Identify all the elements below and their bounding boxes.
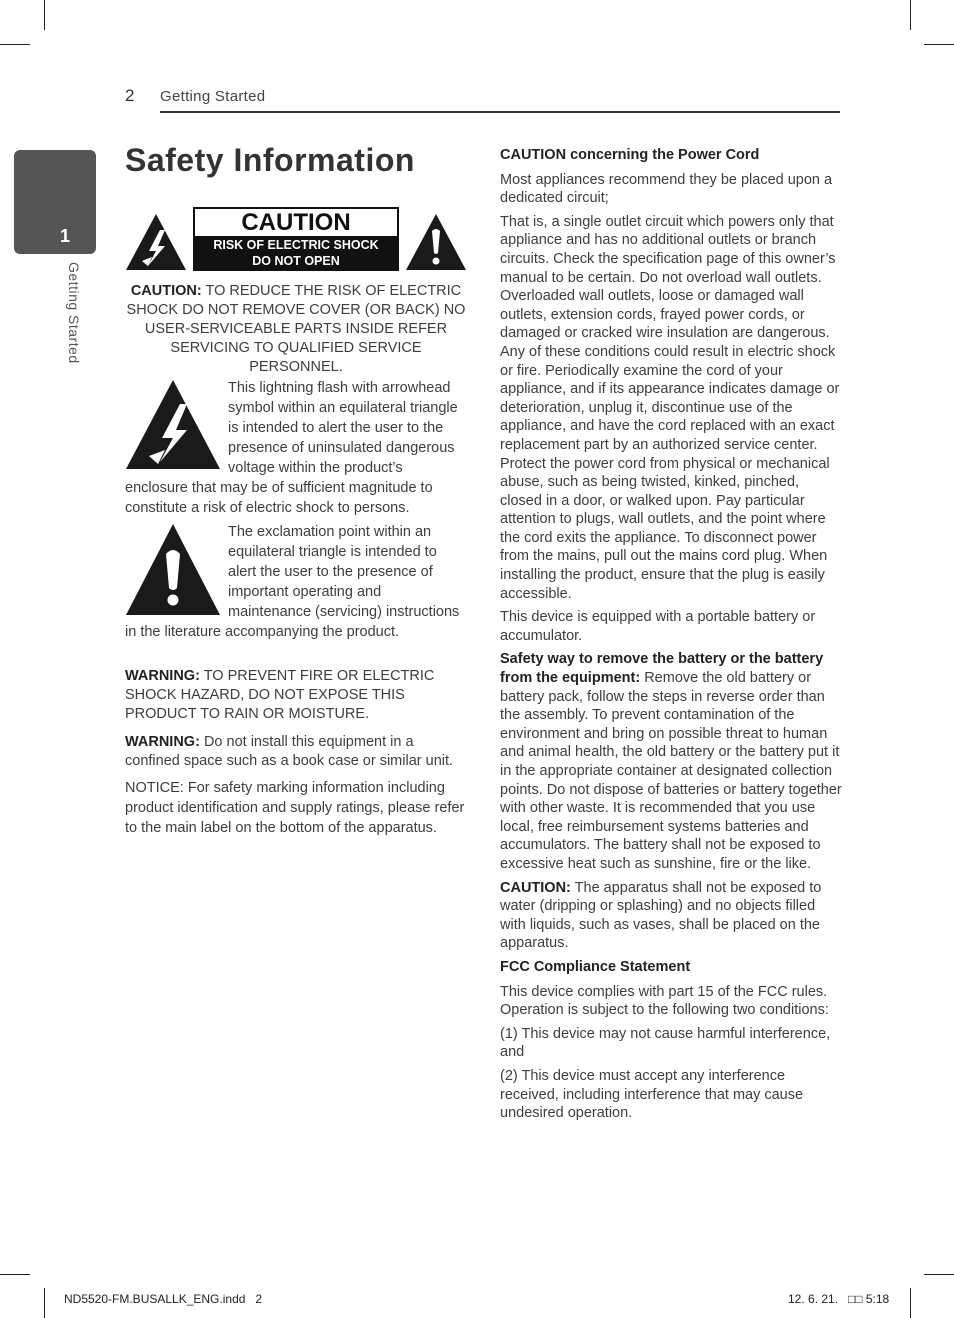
- crop-mark: [0, 44, 30, 45]
- caution-body: TO REDUCE THE RISK OF ELECTRIC SHOCK DO NOT REMOVE COVER (OR BACK) NO USER-SERVICEABLE PARTS INSIDE REFER SERVICING TO QUALIFIED SERVICE PERSONNEL.: [126, 283, 466, 375]
- section-title: Getting Started: [160, 88, 266, 105]
- caution-line-1: RISK OF ELECTRIC SHOCK: [213, 238, 379, 252]
- caution-line-2: DO NOT OPEN: [252, 254, 340, 268]
- lightning-warning-icon: [125, 213, 187, 271]
- battery-removal: [500, 650, 842, 873]
- fcc-condition-2: (2) This device must accept any interference received, including interference that may cause undesired operation.: [500, 1067, 804, 1122]
- chapter-tab: [14, 150, 96, 254]
- caution-box: [193, 207, 399, 271]
- lightning-triangle-icon: [125, 378, 221, 470]
- caution-statement: [125, 282, 467, 377]
- crop-mark: [924, 44, 954, 45]
- crop-mark: [44, 1288, 45, 1318]
- caution-lead: CAUTION:: [130, 283, 202, 299]
- battery-lead: Safety way to remove the battery or the battery from the equipment:: [500, 651, 824, 687]
- warning-lead: WARNING:: [125, 734, 200, 750]
- fcc-intro: This device complies with part 15 of the FCC rules. Operation is subject to the following two conditions:: [500, 983, 829, 1019]
- battery-intro: This device is equipped with a portable battery or accumulator.: [500, 609, 816, 644]
- caution-subtext: [195, 236, 397, 269]
- exclamation-triangle-icon: [125, 522, 221, 616]
- power-cord-body: That is, a single outlet circuit which powers only that appliance and has no additional outlets or branch circuits. Check the specification page of this owner’s manual to be certain. Do not overload wall outlets. Overloaded wall outlets, loose or damaged wall outlets, extension cords, frayed power cords, or damaged or cracked wire insulation are dangerous. Any of these conditions could result in electric shock or fire. Periodically examine the cord of your appliance, and if its appearance indicates damage or deterioration, unplug it, discontinue use of the appliance, and have the cord replaced with an exact replacement part by an authorized service center. Protect the power cord from physical or mechanical abuse, such as being twisted, kinked, pinched, closed in a door, or walked upon. Pay particular attention to plugs, wall outlets, and the point where the cord exits the appliance. To disconnect power from the mains, pull out the mains cord plug. When installing the product, ensure that the plug is easily accessible.: [500, 213, 840, 602]
- exclamation-warning-icon: [405, 213, 467, 271]
- header-rule: [160, 111, 840, 113]
- caution-body: The apparatus shall not be exposed to water (dripping or splashing) and no objects filled with liquids, such as vases, shall be placed on the apparatus.: [500, 879, 822, 952]
- page-number: 2: [125, 86, 135, 105]
- fcc-heading: FCC Compliance Statement: [500, 958, 691, 975]
- exclamation-explanation: [125, 522, 467, 642]
- power-cord-intro: Most appliances recommend they be placed upon a dedicated circuit;: [500, 171, 833, 207]
- page-title: Safety Information: [125, 142, 415, 178]
- footer-date: 12. 6. 21. □□ 5:18: [788, 1292, 890, 1306]
- caution-lead: CAUTION:: [500, 879, 571, 896]
- notice-text: NOTICE: For safety marking information including product identification and supply ratings, please refer to the main label on the bottom of the apparatus.: [125, 780, 465, 836]
- right-column: [500, 146, 842, 1128]
- crop-mark: [910, 1288, 911, 1318]
- crop-mark: [924, 1274, 954, 1275]
- warning-confined: [125, 733, 467, 771]
- power-cord-heading: CAUTION concerning the Power Cord: [500, 147, 760, 163]
- warning-body: Do not install this equipment in a confined space such as a book case or similar unit.: [125, 734, 454, 769]
- lightning-explanation: [125, 378, 467, 518]
- fcc-condition-1: (1) This device may not cause harmful interference, and: [500, 1025, 831, 1061]
- warning-lead: WARNING:: [125, 668, 200, 684]
- battery-body: Remove the old battery or battery pack, follow the steps in reverse order than the assembly. To prevent contamination of the environment and bring on possible threat to human and animal health, the old battery or the battery put it in the appropriate container at designated collection points. Do not dispose of batteries or battery together with other waste. It is recommended that you use local, free reimbursement systems batteries and accumulators. The battery shall not be exposed to excessive heat such as sunshine, fire or the like.: [500, 670, 842, 872]
- caution-label: [125, 207, 467, 273]
- footer-file: ND5520-FM.BUSALLK_ENG.indd 2: [64, 1292, 263, 1306]
- chapter-label: Getting Started: [66, 262, 82, 364]
- warning-rain: [125, 667, 467, 724]
- exclamation-text: The exclamation point within an equilateral triangle is intended to alert the user to the presence of important operating and maintenance (servicing) instructions in the literature accompanying the product.: [125, 524, 460, 640]
- caution-heading: CAUTION: [241, 209, 351, 236]
- crop-mark: [910, 0, 911, 30]
- crop-mark: [44, 0, 45, 30]
- lightning-text: This lightning flash with arrowhead symbol within an equilateral triangle is intended to alert the user to the presence of uninsulated dangerous voltage within the product’s enclosure that may be of sufficient magnitude to constitute a risk of electric shock to persons.: [125, 380, 458, 516]
- crop-mark: [0, 1274, 30, 1275]
- chapter-number: 1: [60, 226, 71, 246]
- warning-body: TO PREVENT FIRE OR ELECTRIC SHOCK HAZARD, DO NOT EXPOSE THIS PRODUCT TO RAIN OR MOISTURE.: [125, 668, 435, 722]
- water-caution: [500, 879, 842, 953]
